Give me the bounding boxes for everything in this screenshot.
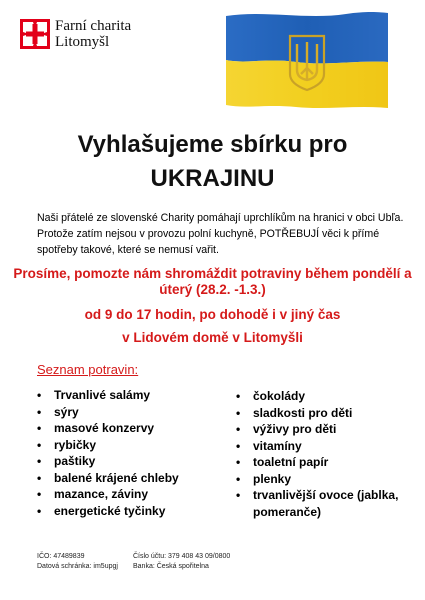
list-item: • masové konzervy: [37, 420, 179, 437]
logo-line-2: Litomyšl: [55, 34, 110, 50]
intro-paragraph: Naši přátelé ze slovenské Charity pomáhají uprchlíkům na hranici v obci Ubľa. Protože zatím nejsou v provozu polní kuchyně, POTŘEBUJÍ věci k přímé spotřeby takové, které se nemusí vařit.: [37, 212, 404, 256]
appeal-line-3: v Lidovém domě v Litomyšli: [122, 330, 303, 345]
footer-left: [37, 552, 118, 572]
list-item: • trvanlivější ovoce (jablka, pomeranče): [236, 487, 425, 520]
list-item: • vitamíny: [236, 438, 425, 455]
charity-logo: [20, 18, 131, 50]
list-item: • energetické tyčinky: [37, 503, 179, 520]
title-line-2: UKRAJINU: [150, 165, 275, 192]
list-item: • mazance, záviny: [37, 486, 179, 503]
list-item: • toaletní papír: [236, 454, 425, 471]
list-heading: Seznam potravin:: [37, 362, 139, 377]
list-item: • rybičky: [37, 437, 179, 454]
footer-banka: Banka: Česká spořitelna: [133, 563, 209, 570]
list-item: • výživy pro děti: [236, 421, 425, 438]
footer-ico: IČO: 47489839: [37, 553, 85, 560]
appeal-line-1: Prosíme, pomozte nám shromáždit potraviny během pondělí a úterý (28.2. -1.3.): [13, 266, 412, 297]
charity-cross-icon: [20, 19, 50, 49]
footer-right: [133, 552, 230, 572]
list-item: • čokolády: [236, 388, 425, 405]
list-item: • Trvanlivé salámy: [37, 387, 179, 404]
list-item: • sýry: [37, 404, 179, 421]
food-list-left: [37, 387, 179, 519]
list-item: • plenky: [236, 471, 425, 488]
footer-cislo-uctu: Číslo účtu: 379 408 43 09/0800: [133, 553, 231, 560]
list-item: • sladkosti pro děti: [236, 405, 425, 422]
food-list-right: [236, 388, 425, 520]
logo-line-1: Farní charita: [55, 18, 132, 34]
list-item: • balené krájené chleby: [37, 470, 179, 487]
title-line-1: Vyhlašujeme sbírku pro: [77, 131, 348, 158]
list-item: • paštiky: [37, 453, 179, 470]
appeal-line-2: od 9 do 17 hodin, po dohodě i v jiný čas: [84, 307, 341, 322]
footer-datova-schranka: Datová schránka: im5upgj: [37, 563, 118, 570]
ukraine-flag: [226, 10, 388, 110]
